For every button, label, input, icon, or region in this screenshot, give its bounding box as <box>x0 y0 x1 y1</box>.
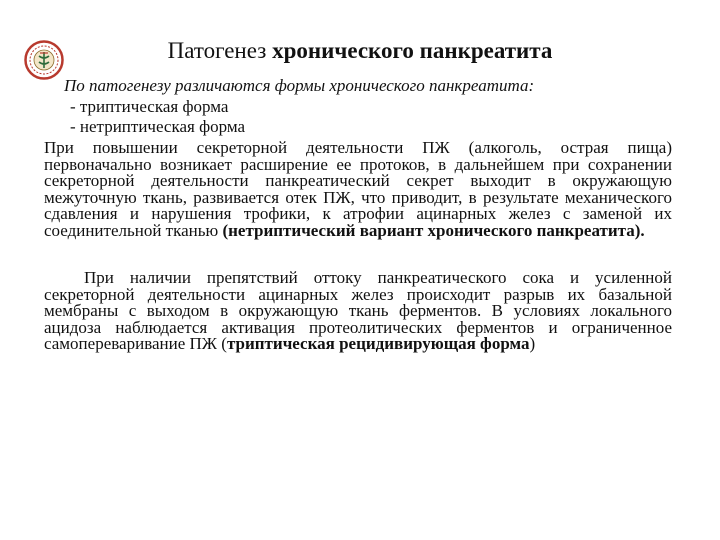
paragraph-tryptic <box>44 270 672 353</box>
slide-subtitle: По патогенезу различаются формы хронического панкреатита: <box>64 76 535 95</box>
title-plain-text: Патогенез <box>167 38 273 63</box>
paragraph2-text: При наличии препятствий оттоку панкреатического сока и усиленной секреторной деятельности ацинарных желез происходит разрыв их базальной мембраны с выходом в окружающую ткань ферментов. В условиях локального ацидоза наблюдается активация протеолитических ферментов и ограниченное самопереваривание ПЖ ( <box>44 268 672 353</box>
paragraph2-end-text: ) <box>529 334 536 353</box>
paragraph2-bold-text: триптическая рецидивирующая форма <box>226 334 530 353</box>
list-item-tryptic: - триптическая форма <box>70 97 229 116</box>
slide-title <box>0 36 720 66</box>
paragraph-non-tryptic <box>44 140 672 239</box>
list-item-non-tryptic: - нетриптическая форма <box>70 117 246 136</box>
paragraph1-text: При повышении секреторной деятельности ПЖ (алкоголь, острая пища) первоначально возникает расширение ее протоков, в дальнейшем при сохранении секреторной деятельности панкреатический секрет выходит в окружающую межуточную ткань, развивается отек ПЖ, что приводит, в результате механического сдавления и нарушения трофики, к атрофии ацинарных желез с заменой их соединительной тканью <box>44 138 672 240</box>
forms-list <box>70 97 245 137</box>
paragraph1-bold-text: (нетриптический вариант хронического панкреатита). <box>222 220 645 240</box>
title-bold-text: хронического панкреатита <box>272 38 553 63</box>
